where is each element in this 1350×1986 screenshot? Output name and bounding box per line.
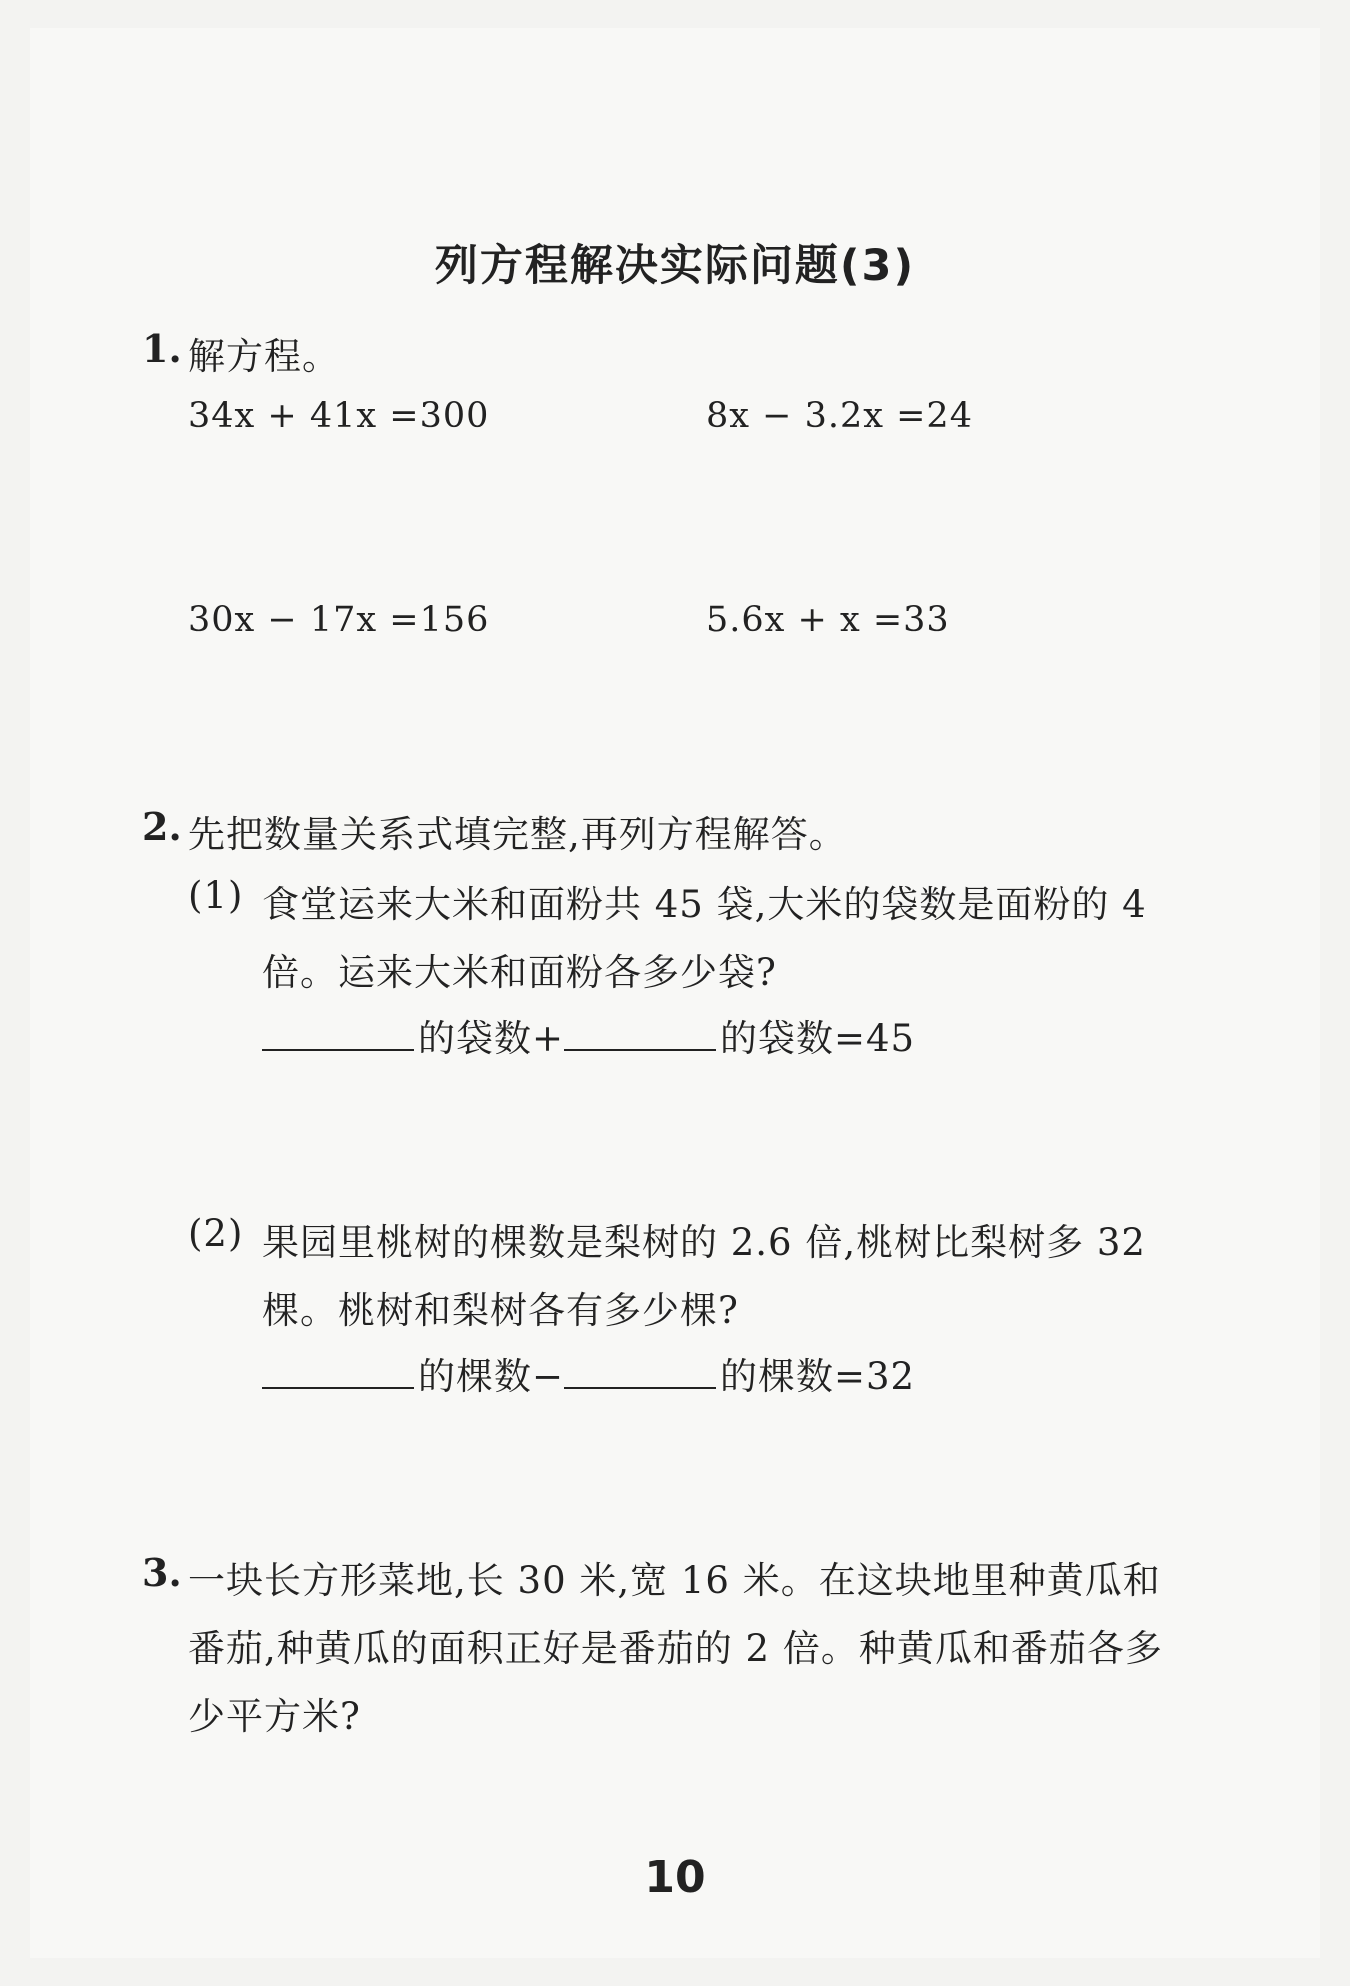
- relation-part-1: 的棵数−: [418, 1355, 565, 1398]
- question-2-2-line-1: 果园里桃树的棵数是梨树的 2.6 倍,桃树比梨树多 32: [262, 1221, 1146, 1264]
- question-2-1-relation: [262, 1008, 915, 1062]
- question-1-prompt: 解方程。: [188, 335, 340, 378]
- answer-blank[interactable]: [564, 1019, 716, 1051]
- answer-blank[interactable]: [564, 1357, 716, 1389]
- question-2-1-line-2: 倍。运来大米和面粉各多少袋?: [262, 951, 777, 994]
- equation-2: 8x − 3.2x =24: [706, 396, 973, 436]
- equation-4: 5.6x + x =33: [706, 600, 950, 640]
- relation-part-2: 的袋数=45: [720, 1017, 916, 1060]
- question-3-line-2: 番茄,种黄瓜的面积正好是番茄的 2 倍。种黄瓜和番茄各多: [188, 1627, 1163, 1670]
- question-1-number: 1.: [142, 326, 182, 371]
- question-3-number: 3.: [142, 1550, 182, 1595]
- question-2-2-line-2: 棵。桃树和梨树各有多少棵?: [262, 1289, 739, 1332]
- question-2-2-relation: [262, 1346, 915, 1400]
- relation-part-1: 的袋数+: [418, 1017, 565, 1060]
- page-title: 列方程解决实际问题(3): [434, 241, 916, 291]
- question-2-1-label: (1): [188, 874, 244, 917]
- question-2-1-line-1: 食堂运来大米和面粉共 45 袋,大米的袋数是面粉的 4: [262, 883, 1147, 926]
- question-3-line-3: 少平方米?: [188, 1695, 361, 1738]
- answer-blank[interactable]: [262, 1357, 414, 1389]
- question-2-2-label: (2): [188, 1212, 244, 1255]
- page-number: 10: [644, 1852, 706, 1903]
- question-2-number: 2.: [142, 804, 182, 849]
- question-3-line-1: 一块长方形菜地,长 30 米,宽 16 米。在这块地里种黄瓜和: [188, 1559, 1161, 1602]
- equation-3: 30x − 17x =156: [188, 600, 490, 640]
- relation-part-2: 的棵数=32: [720, 1355, 916, 1398]
- question-2-prompt: 先把数量关系式填完整,再列方程解答。: [188, 813, 847, 856]
- answer-blank[interactable]: [262, 1019, 414, 1051]
- equation-1: 34x + 41x =300: [188, 396, 490, 436]
